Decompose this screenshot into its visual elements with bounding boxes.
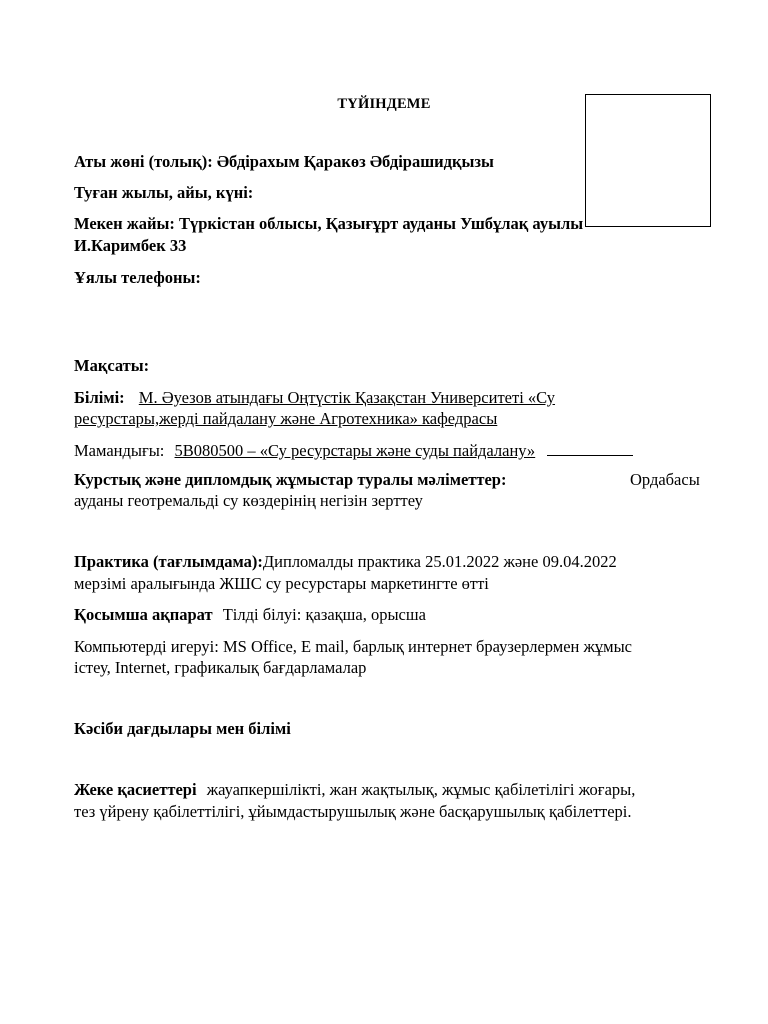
practice-row-2 [74,574,489,594]
specialty-row [74,441,633,461]
thesis-label: Курстық және дипломдық жұмыстар туралы мәліметтер: [74,470,507,489]
birth-date-label: Туған жылы, айы, күні: [74,183,254,202]
additional-row [74,605,426,625]
computer-value-cont: істеу, Internet, графикалық бағдарламалар [74,658,367,677]
education-row-2 [74,409,497,429]
goal-label: Мақсаты: [74,356,150,375]
education-value: М. Әуезов атындағы Оңтүстік Қазақстан Университеті «Су [138,388,556,407]
thesis-row-2 [74,491,423,511]
thesis-value: ауданы геотремальді су көздерінің негізін зерттеу [74,491,423,510]
phone-label: Ұялы телефоны: [74,268,201,287]
specialty-label: Мамандығы: [74,441,165,460]
address-value: Түркістан облысы, Қазығұрт ауданы Ушбұлақ ауылы [178,214,584,233]
personal-label: Жеке қасиеттері [74,780,197,799]
thesis-value-start: Ордабасы [630,470,700,489]
specialty-blank-line [547,441,633,456]
education-value-cont: ресурстары,жерді пайдалану және Агротехника» кафедрасы [74,409,498,428]
personal-row [74,780,635,800]
personal-value-cont: тез үйрену қабілеттілігі, ұйымдастырушылық және басқарушылық қабілеттері. [74,802,632,821]
address-label: Мекен жайы: [74,214,175,233]
practice-value: Дипломалды практика 25.01.2022 және 09.04.2022 [262,552,617,571]
birth-date-row [74,183,253,203]
computer-row [74,637,632,657]
additional-value: Тілді білуі: қазақша, орысша [222,605,426,624]
address-value-cont: И.Каримбек 33 [74,236,187,255]
full-name-label: Аты жөні (толық): [74,152,213,171]
professional-row [74,719,291,739]
education-label: Білімі: [74,388,125,407]
computer-value: Компьютерді игеруі: MS Office, E mail, барлық интернет браузерлермен жұмыс [74,637,632,656]
computer-row-2 [74,658,366,678]
full-name-row [74,152,494,172]
photo-placeholder [585,94,711,227]
address-row [74,214,583,234]
thesis-row [74,470,506,490]
additional-label: Қосымша ақпарат [74,605,213,624]
practice-label: Практика (тағлымдама): [74,552,263,571]
full-name-value: Әбдірахым Қаракөз Әбдірашидқызы [216,152,494,171]
personal-value: жауапкершілікті, жан жақтылық, жұмыс қабілетілігі жоғары, [206,780,636,799]
phone-row [74,268,201,288]
specialty-value: 5В080500 – «Су ресурстары және суды пайдалану» [174,441,536,460]
education-row [74,388,555,408]
practice-row [74,552,617,572]
professional-label: Кәсіби дағдылары мен білімі [74,719,291,738]
document-title: ТҮЙІНДЕМЕ [337,96,431,112]
address-row-2 [74,236,186,256]
goal-row [74,356,149,376]
personal-row-2 [74,802,632,822]
practice-value-cont: мерзімі аралығында ЖШС су ресурстары маркетингте өтті [74,574,489,593]
